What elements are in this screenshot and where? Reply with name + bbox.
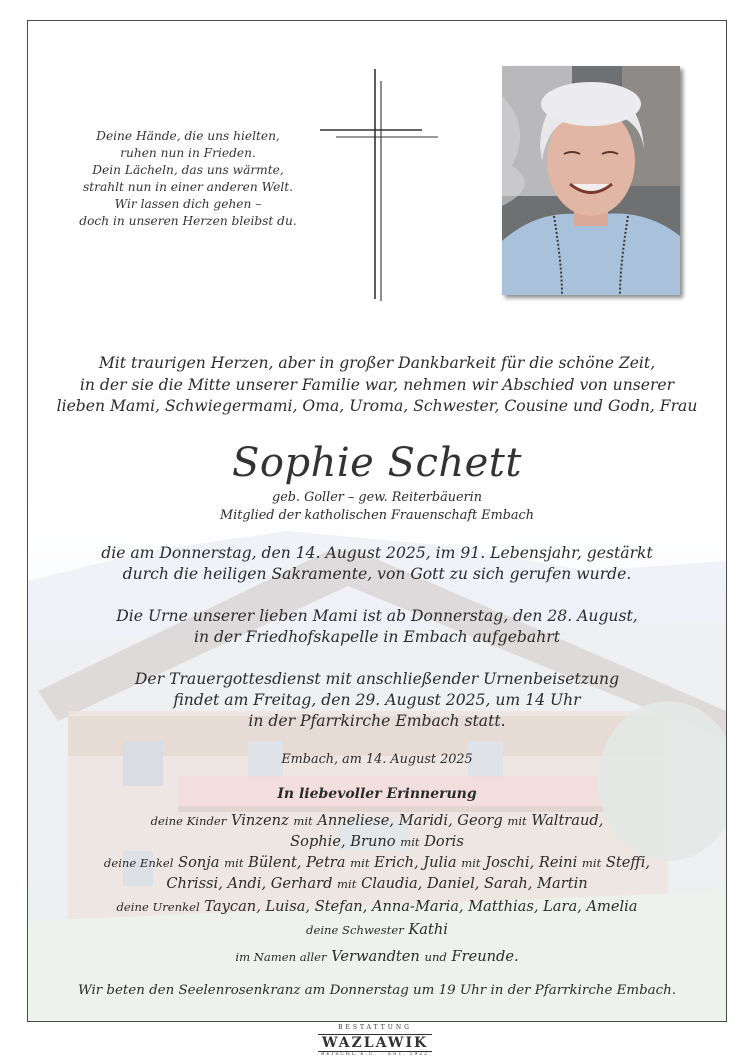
death-line: durch die heiligen Sakramente, von Gott zu sich gerufen wurde.	[122, 565, 632, 583]
child-name: Vinzenz	[230, 812, 289, 829]
great-grandchild-names: Taycan, Luisa, Stefan, Anna-Maria, Matthias, Lara, Amelia	[204, 898, 638, 915]
service-line: Der Trauergottesdienst mit anschließender Urnenbeisetzung	[134, 670, 620, 688]
with-word: mit	[337, 876, 357, 891]
subtitle-line: Mitglied der katholischen Frauenschaft Embach	[220, 508, 534, 523]
subtitle-line: geb. Goller – gew. Reiterbäuerin	[272, 490, 482, 505]
grandchild-name: Erich, Julia	[374, 854, 457, 871]
service-line: in der Pfarrkirche Embach statt.	[248, 712, 506, 730]
grandchild-name: Bülent, Petra	[248, 854, 346, 871]
name-subtitle	[28, 489, 726, 525]
children-list	[28, 811, 726, 852]
grandchild-name: Joschi, Reini	[485, 854, 578, 871]
poem-line: doch in unseren Herzen bleibst du.	[79, 214, 297, 228]
with-word: mit	[224, 856, 244, 870]
child-name: Doris	[424, 832, 464, 850]
relatives-text: Verwandten	[331, 948, 420, 965]
with-word: mit	[293, 814, 313, 828]
poem	[68, 128, 308, 230]
grandchildren-list	[28, 853, 726, 894]
logo-top-text: BESTATTUNG	[338, 1024, 412, 1031]
urn-line: in der Friedhofskapelle in Embach aufgebahrt	[194, 628, 560, 646]
grandchildren-line-1	[28, 853, 726, 874]
grandchild-name: Claudia, Daniel, Sarah, Martin	[361, 874, 588, 892]
with-word: mit	[507, 814, 527, 828]
child-name: Anneliese, Maridi, Georg	[317, 812, 503, 829]
child-name: Sophie, Bruno	[290, 832, 396, 850]
grandchild-name: Chrissi, Andi, Gerhard	[166, 874, 333, 892]
with-word: mit	[581, 856, 602, 870]
intro-line: Mit traurigen Herzen, aber in großer Dankbarkeit für die schöne Zeit,	[98, 354, 656, 372]
rosary-notice: Wir beten den Seelenrosenkranz am Donnerstag um 19 Uhr in der Pfarrkirche Embach.	[77, 983, 677, 998]
cross-icon	[320, 69, 440, 301]
poem-line: ruhen nun in Frieden.	[120, 146, 256, 160]
intro-text	[28, 353, 726, 418]
grandchildren-label: deine Enkel	[103, 856, 174, 870]
service-line: findet am Freitag, den 29. August 2025, um 14 Uhr	[173, 691, 581, 709]
relatives-line	[28, 947, 726, 968]
urn-line: Die Urne unserer lieben Mami ist ab Donnerstag, den 28. August,	[116, 607, 638, 625]
death-line: die am Donnerstag, den 14. August 2025, im 91. Lebensjahr, gestärkt	[101, 544, 653, 562]
sister-label: deine Schwester	[306, 923, 404, 937]
poem-line: Dein Lächeln, das uns wärmte,	[92, 163, 284, 177]
relatives-text: und	[424, 950, 447, 964]
funeral-home-logo	[0, 1024, 750, 1057]
children-line-2	[28, 832, 726, 853]
great-grandchildren-list	[28, 897, 726, 918]
logo-name: WAZLAWIK	[318, 1034, 432, 1052]
with-word: mit	[461, 856, 481, 870]
child-name: Waltraud,	[531, 812, 604, 829]
poem-line: Wir lassen dich gehen –	[114, 197, 262, 211]
children-label: deine Kinder	[150, 814, 227, 828]
parte-card	[27, 20, 727, 1022]
sister-name: Kathi	[408, 921, 448, 938]
intro-line: in der sie die Mitte unserer Familie war, nehmen wir Abschied von unserer	[79, 375, 675, 394]
death-notice	[28, 543, 726, 585]
urn-notice	[28, 606, 726, 648]
portrait-photo	[502, 66, 680, 295]
sister-line	[28, 920, 726, 941]
relatives-text: im Namen aller	[235, 950, 327, 964]
with-word: mit	[350, 856, 370, 870]
place-date: Embach, am 14. August 2025	[281, 752, 473, 767]
grandchild-name: Sonja	[178, 854, 220, 871]
service-notice	[28, 669, 726, 732]
grandchildren-line-2	[28, 874, 726, 895]
poem-line: strahlt nun in einer anderen Welt.	[83, 180, 293, 194]
children-line-1	[28, 811, 726, 832]
poem-line: Deine Hände, die uns hielten,	[96, 129, 280, 143]
with-word: mit	[400, 834, 420, 849]
grandchild-name: Steffi,	[605, 854, 651, 871]
deceased-name: Sophie Schett	[232, 440, 522, 486]
remembrance-heading: In liebevoller Erinnerung	[277, 786, 477, 802]
logo-bottom-text: BEISCHL E.U. · EST. 1922	[320, 1052, 430, 1057]
great-grandchildren-label: deine Urenkel	[116, 900, 200, 914]
intro-line: lieben Mami, Schwiegermami, Oma, Uroma, Schwester, Cousine und Godn, Frau	[56, 397, 698, 415]
relatives-text: Freunde.	[451, 948, 519, 965]
